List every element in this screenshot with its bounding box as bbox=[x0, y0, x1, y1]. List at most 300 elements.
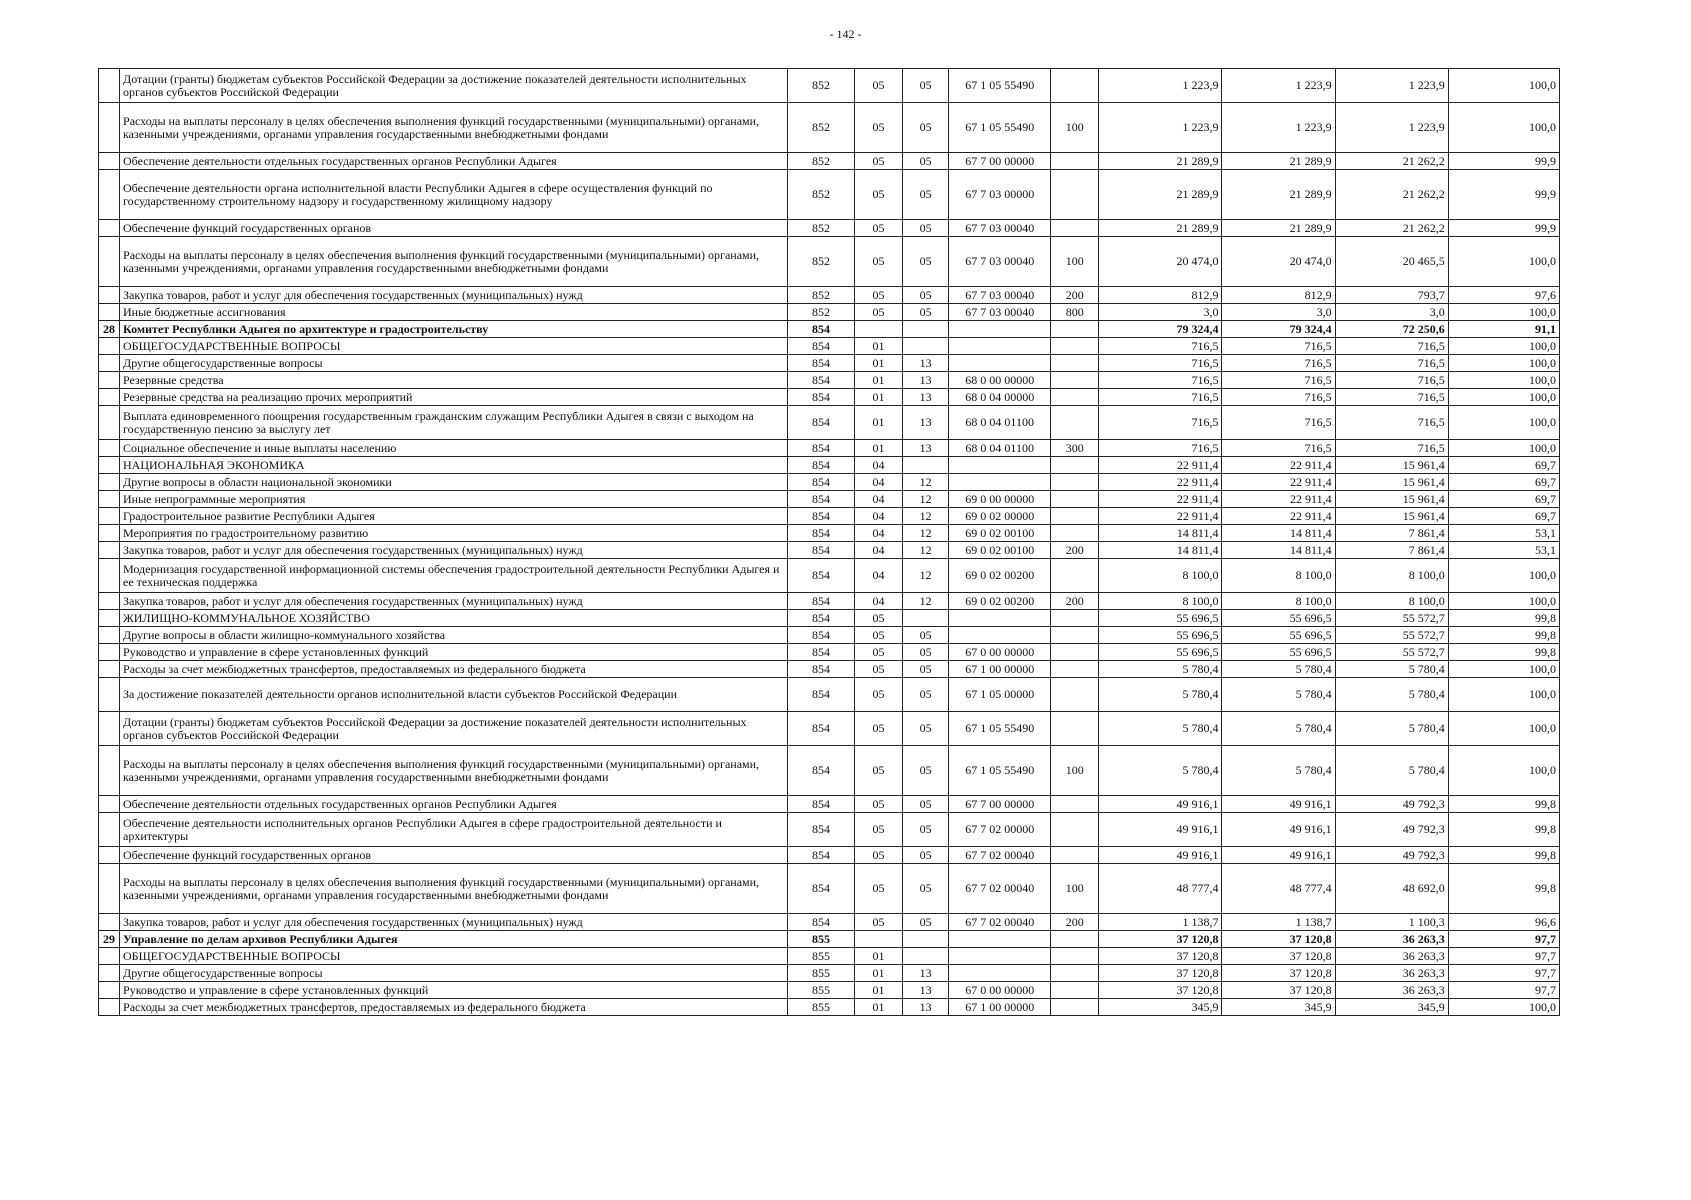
row-expense-type: 800 bbox=[1051, 304, 1099, 321]
row-value-approved: 716,5 bbox=[1222, 389, 1335, 406]
row-value-executed: 15 961,4 bbox=[1335, 508, 1448, 525]
row-name: Закупка товаров, работ и услуг для обеспечения государственных (муниципальных) нужд bbox=[120, 542, 788, 559]
row-target-code: 69 0 02 00100 bbox=[949, 525, 1051, 542]
row-value-approved: 22 911,4 bbox=[1222, 508, 1335, 525]
row-name: Дотации (гранты) бюджетам субъектов Российской Федерации за достижение показателей деятельности исполнительных органов субъектов Российской Федерации bbox=[120, 69, 788, 103]
row-value-approved: 5 780,4 bbox=[1222, 678, 1335, 712]
row-expense-type: 100 bbox=[1051, 237, 1099, 287]
row-subsection-code: 05 bbox=[903, 627, 949, 644]
row-value-plan: 812,9 bbox=[1099, 287, 1222, 304]
row-target-code: 69 0 02 00200 bbox=[949, 593, 1051, 610]
row-expense-type bbox=[1051, 559, 1099, 593]
row-value-plan: 1 223,9 bbox=[1099, 103, 1222, 153]
table-row bbox=[99, 457, 1560, 474]
row-percent: 100,0 bbox=[1448, 304, 1559, 321]
row-section-code bbox=[855, 931, 903, 948]
row-value-plan: 48 777,4 bbox=[1099, 864, 1222, 914]
row-subsection-code: 13 bbox=[903, 999, 949, 1016]
row-percent: 99,8 bbox=[1448, 796, 1559, 813]
row-value-approved: 22 911,4 bbox=[1222, 474, 1335, 491]
row-percent: 97,6 bbox=[1448, 287, 1559, 304]
row-section-code: 05 bbox=[855, 220, 903, 237]
row-target-code: 68 0 04 01100 bbox=[949, 440, 1051, 457]
row-expense-type bbox=[1051, 508, 1099, 525]
row-value-approved: 20 474,0 bbox=[1222, 237, 1335, 287]
row-index bbox=[99, 389, 120, 406]
row-ved-code: 852 bbox=[787, 287, 854, 304]
row-value-executed: 55 572,7 bbox=[1335, 627, 1448, 644]
row-name: Комитет Республики Адыгея по архитектуре и градостроительству bbox=[120, 321, 788, 338]
row-name: Руководство и управление в сфере установленных функций bbox=[120, 644, 788, 661]
row-index bbox=[99, 644, 120, 661]
row-expense-type: 200 bbox=[1051, 914, 1099, 931]
row-expense-type bbox=[1051, 525, 1099, 542]
row-index bbox=[99, 610, 120, 627]
row-value-plan: 5 780,4 bbox=[1099, 678, 1222, 712]
row-section-code: 01 bbox=[855, 372, 903, 389]
row-value-executed: 21 262,2 bbox=[1335, 153, 1448, 170]
row-percent: 100,0 bbox=[1448, 999, 1559, 1016]
row-target-code: 67 7 03 00040 bbox=[949, 304, 1051, 321]
row-index bbox=[99, 287, 120, 304]
table-row bbox=[99, 220, 1560, 237]
row-value-executed: 716,5 bbox=[1335, 440, 1448, 457]
row-value-plan: 14 811,4 bbox=[1099, 525, 1222, 542]
row-value-plan: 8 100,0 bbox=[1099, 559, 1222, 593]
table-row bbox=[99, 678, 1560, 712]
row-section-code: 05 bbox=[855, 237, 903, 287]
row-value-approved: 22 911,4 bbox=[1222, 491, 1335, 508]
row-value-plan: 5 780,4 bbox=[1099, 746, 1222, 796]
table-row bbox=[99, 593, 1560, 610]
row-section-code: 05 bbox=[855, 864, 903, 914]
table-row bbox=[99, 525, 1560, 542]
row-name: ЖИЛИЩНО-КОММУНАЛЬНОЕ ХОЗЯЙСТВО bbox=[120, 610, 788, 627]
row-target-code: 67 7 00 00000 bbox=[949, 153, 1051, 170]
row-section-code: 04 bbox=[855, 525, 903, 542]
row-name: Закупка товаров, работ и услуг для обеспечения государственных (муниципальных) нужд bbox=[120, 593, 788, 610]
row-expense-type: 100 bbox=[1051, 746, 1099, 796]
row-value-plan: 21 289,9 bbox=[1099, 170, 1222, 220]
row-subsection-code: 12 bbox=[903, 491, 949, 508]
row-index bbox=[99, 220, 120, 237]
table-row bbox=[99, 644, 1560, 661]
row-value-executed: 36 263,3 bbox=[1335, 965, 1448, 982]
row-expense-type bbox=[1051, 372, 1099, 389]
row-ved-code: 854 bbox=[787, 678, 854, 712]
row-section-code: 04 bbox=[855, 474, 903, 491]
row-index bbox=[99, 237, 120, 287]
row-value-plan: 55 696,5 bbox=[1099, 610, 1222, 627]
row-target-code: 67 1 05 55490 bbox=[949, 69, 1051, 103]
row-percent: 91,1 bbox=[1448, 321, 1559, 338]
row-target-code: 69 0 00 00000 bbox=[949, 491, 1051, 508]
row-expense-type bbox=[1051, 69, 1099, 103]
row-subsection-code bbox=[903, 457, 949, 474]
row-target-code: 67 0 00 00000 bbox=[949, 982, 1051, 999]
row-expense-type bbox=[1051, 661, 1099, 678]
row-section-code: 01 bbox=[855, 948, 903, 965]
row-percent: 100,0 bbox=[1448, 372, 1559, 389]
table-row bbox=[99, 542, 1560, 559]
row-percent: 97,7 bbox=[1448, 931, 1559, 948]
row-percent: 99,9 bbox=[1448, 153, 1559, 170]
row-target-code: 67 0 00 00000 bbox=[949, 644, 1051, 661]
row-value-approved: 1 223,9 bbox=[1222, 69, 1335, 103]
row-value-executed: 15 961,4 bbox=[1335, 457, 1448, 474]
row-subsection-code bbox=[903, 948, 949, 965]
row-value-plan: 37 120,8 bbox=[1099, 982, 1222, 999]
row-value-executed: 21 262,2 bbox=[1335, 170, 1448, 220]
row-target-code: 67 1 05 00000 bbox=[949, 678, 1051, 712]
row-percent: 100,0 bbox=[1448, 103, 1559, 153]
row-name: ОБЩЕГОСУДАРСТВЕННЫЕ ВОПРОСЫ bbox=[120, 338, 788, 355]
row-index bbox=[99, 525, 120, 542]
row-target-code: 67 7 00 00000 bbox=[949, 796, 1051, 813]
row-value-plan: 345,9 bbox=[1099, 999, 1222, 1016]
row-target-code bbox=[949, 948, 1051, 965]
table-row bbox=[99, 287, 1560, 304]
row-value-executed: 345,9 bbox=[1335, 999, 1448, 1016]
row-value-executed: 36 263,3 bbox=[1335, 982, 1448, 999]
row-index bbox=[99, 948, 120, 965]
row-target-code: 67 1 05 55490 bbox=[949, 712, 1051, 746]
row-percent: 99,9 bbox=[1448, 220, 1559, 237]
row-value-approved: 55 696,5 bbox=[1222, 627, 1335, 644]
row-value-approved: 22 911,4 bbox=[1222, 457, 1335, 474]
row-name: Другие вопросы в области национальной экономики bbox=[120, 474, 788, 491]
table-row bbox=[99, 813, 1560, 847]
row-ved-code: 854 bbox=[787, 661, 854, 678]
row-expense-type bbox=[1051, 170, 1099, 220]
table-row bbox=[99, 372, 1560, 389]
row-subsection-code: 05 bbox=[903, 220, 949, 237]
row-percent: 69,7 bbox=[1448, 508, 1559, 525]
row-ved-code: 854 bbox=[787, 389, 854, 406]
table-row bbox=[99, 170, 1560, 220]
row-target-code: 68 0 04 00000 bbox=[949, 389, 1051, 406]
table-row bbox=[99, 796, 1560, 813]
row-expense-type bbox=[1051, 474, 1099, 491]
row-target-code: 67 7 03 00000 bbox=[949, 170, 1051, 220]
row-subsection-code: 05 bbox=[903, 864, 949, 914]
table-row bbox=[99, 948, 1560, 965]
row-subsection-code: 05 bbox=[903, 170, 949, 220]
row-expense-type: 300 bbox=[1051, 440, 1099, 457]
row-value-approved: 49 916,1 bbox=[1222, 796, 1335, 813]
row-value-executed: 49 792,3 bbox=[1335, 847, 1448, 864]
row-value-approved: 1 223,9 bbox=[1222, 103, 1335, 153]
table-row bbox=[99, 746, 1560, 796]
row-index bbox=[99, 355, 120, 372]
row-subsection-code: 12 bbox=[903, 593, 949, 610]
row-value-approved: 49 916,1 bbox=[1222, 813, 1335, 847]
row-ved-code: 852 bbox=[787, 69, 854, 103]
row-index bbox=[99, 746, 120, 796]
row-index bbox=[99, 999, 120, 1016]
row-target-code bbox=[949, 338, 1051, 355]
row-expense-type bbox=[1051, 796, 1099, 813]
row-value-plan: 79 324,4 bbox=[1099, 321, 1222, 338]
row-section-code: 05 bbox=[855, 678, 903, 712]
row-value-plan: 37 120,8 bbox=[1099, 931, 1222, 948]
row-ved-code: 852 bbox=[787, 237, 854, 287]
row-value-executed: 8 100,0 bbox=[1335, 559, 1448, 593]
table-row bbox=[99, 864, 1560, 914]
row-target-code: 67 7 02 00040 bbox=[949, 847, 1051, 864]
row-percent: 100,0 bbox=[1448, 237, 1559, 287]
row-expense-type bbox=[1051, 965, 1099, 982]
row-percent: 99,8 bbox=[1448, 610, 1559, 627]
row-value-executed: 7 861,4 bbox=[1335, 525, 1448, 542]
row-index bbox=[99, 813, 120, 847]
row-percent: 99,8 bbox=[1448, 847, 1559, 864]
row-ved-code: 854 bbox=[787, 321, 854, 338]
row-percent: 96,6 bbox=[1448, 914, 1559, 931]
row-ved-code: 852 bbox=[787, 153, 854, 170]
row-ved-code: 854 bbox=[787, 847, 854, 864]
row-value-plan: 1 223,9 bbox=[1099, 69, 1222, 103]
table-row bbox=[99, 661, 1560, 678]
row-index bbox=[99, 474, 120, 491]
row-value-approved: 345,9 bbox=[1222, 999, 1335, 1016]
row-index bbox=[99, 661, 120, 678]
row-section-code: 05 bbox=[855, 644, 903, 661]
row-value-executed: 716,5 bbox=[1335, 372, 1448, 389]
table-row bbox=[99, 999, 1560, 1016]
row-name: Резервные средства bbox=[120, 372, 788, 389]
row-ved-code: 852 bbox=[787, 170, 854, 220]
row-value-plan: 14 811,4 bbox=[1099, 542, 1222, 559]
row-name: НАЦИОНАЛЬНАЯ ЭКОНОМИКА bbox=[120, 457, 788, 474]
row-percent: 53,1 bbox=[1448, 542, 1559, 559]
row-name: Иные непрограммные мероприятия bbox=[120, 491, 788, 508]
row-value-approved: 8 100,0 bbox=[1222, 593, 1335, 610]
row-section-code: 04 bbox=[855, 457, 903, 474]
table-row bbox=[99, 559, 1560, 593]
row-value-approved: 37 120,8 bbox=[1222, 982, 1335, 999]
row-target-code bbox=[949, 931, 1051, 948]
row-subsection-code: 05 bbox=[903, 847, 949, 864]
row-value-plan: 22 911,4 bbox=[1099, 491, 1222, 508]
table-row bbox=[99, 914, 1560, 931]
row-expense-type: 100 bbox=[1051, 103, 1099, 153]
row-value-executed: 15 961,4 bbox=[1335, 491, 1448, 508]
row-index bbox=[99, 678, 120, 712]
row-expense-type bbox=[1051, 406, 1099, 440]
row-expense-type bbox=[1051, 457, 1099, 474]
row-target-code: 67 7 03 00040 bbox=[949, 237, 1051, 287]
row-value-approved: 21 289,9 bbox=[1222, 153, 1335, 170]
row-percent: 100,0 bbox=[1448, 355, 1559, 372]
row-name: Градостроительное развитие Республики Адыгея bbox=[120, 508, 788, 525]
row-value-executed: 3,0 bbox=[1335, 304, 1448, 321]
row-section-code: 05 bbox=[855, 847, 903, 864]
row-subsection-code: 13 bbox=[903, 389, 949, 406]
row-subsection-code: 05 bbox=[903, 153, 949, 170]
row-subsection-code: 05 bbox=[903, 796, 949, 813]
row-value-approved: 716,5 bbox=[1222, 338, 1335, 355]
row-section-code: 01 bbox=[855, 965, 903, 982]
row-value-approved: 55 696,5 bbox=[1222, 644, 1335, 661]
row-expense-type bbox=[1051, 999, 1099, 1016]
row-expense-type bbox=[1051, 982, 1099, 999]
row-value-plan: 716,5 bbox=[1099, 372, 1222, 389]
row-name: Обеспечение функций государственных органов bbox=[120, 847, 788, 864]
row-percent: 97,7 bbox=[1448, 948, 1559, 965]
row-ved-code: 855 bbox=[787, 931, 854, 948]
row-section-code: 05 bbox=[855, 153, 903, 170]
row-ved-code: 854 bbox=[787, 440, 854, 457]
row-name: Другие общегосударственные вопросы bbox=[120, 355, 788, 372]
row-subsection-code: 05 bbox=[903, 103, 949, 153]
row-subsection-code bbox=[903, 338, 949, 355]
row-ved-code: 854 bbox=[787, 338, 854, 355]
table-row bbox=[99, 474, 1560, 491]
row-target-code: 67 7 02 00000 bbox=[949, 813, 1051, 847]
row-section-code: 05 bbox=[855, 69, 903, 103]
row-value-executed: 716,5 bbox=[1335, 355, 1448, 372]
row-value-plan: 716,5 bbox=[1099, 355, 1222, 372]
row-value-approved: 37 120,8 bbox=[1222, 965, 1335, 982]
row-expense-type bbox=[1051, 948, 1099, 965]
row-name: Обеспечение деятельности отдельных государственных органов Республики Адыгея bbox=[120, 153, 788, 170]
row-target-code bbox=[949, 965, 1051, 982]
row-ved-code: 854 bbox=[787, 644, 854, 661]
row-expense-type bbox=[1051, 355, 1099, 372]
row-value-plan: 55 696,5 bbox=[1099, 644, 1222, 661]
row-percent: 99,8 bbox=[1448, 813, 1559, 847]
row-value-approved: 5 780,4 bbox=[1222, 661, 1335, 678]
row-percent: 69,7 bbox=[1448, 457, 1559, 474]
row-section-code: 01 bbox=[855, 338, 903, 355]
row-subsection-code: 05 bbox=[903, 661, 949, 678]
row-name: Обеспечение функций государственных органов bbox=[120, 220, 788, 237]
row-percent: 69,7 bbox=[1448, 491, 1559, 508]
row-percent: 100,0 bbox=[1448, 678, 1559, 712]
table-row bbox=[99, 304, 1560, 321]
row-value-executed: 5 780,4 bbox=[1335, 678, 1448, 712]
row-name: Выплата единовременного поощрения государственным гражданским служащим Республики Адыгея в связи с выходом на государственную пенсию за выслугу лет bbox=[120, 406, 788, 440]
row-ved-code: 854 bbox=[787, 712, 854, 746]
row-section-code: 05 bbox=[855, 813, 903, 847]
row-expense-type bbox=[1051, 389, 1099, 406]
row-value-approved: 3,0 bbox=[1222, 304, 1335, 321]
row-name: Расходы на выплаты персоналу в целях обеспечения выполнения функций государственными (муниципальными) органами, казенными учреждениями, органами управления государственными внебюджетными фондами bbox=[120, 237, 788, 287]
row-index bbox=[99, 170, 120, 220]
row-value-approved: 1 138,7 bbox=[1222, 914, 1335, 931]
row-percent: 100,0 bbox=[1448, 559, 1559, 593]
table-row bbox=[99, 338, 1560, 355]
row-value-executed: 72 250,6 bbox=[1335, 321, 1448, 338]
row-section-code: 01 bbox=[855, 406, 903, 440]
row-value-approved: 812,9 bbox=[1222, 287, 1335, 304]
row-target-code: 67 7 02 00040 bbox=[949, 864, 1051, 914]
row-subsection-code: 12 bbox=[903, 508, 949, 525]
row-ved-code: 854 bbox=[787, 406, 854, 440]
row-value-plan: 5 780,4 bbox=[1099, 712, 1222, 746]
row-value-approved: 48 777,4 bbox=[1222, 864, 1335, 914]
row-ved-code: 855 bbox=[787, 982, 854, 999]
row-subsection-code: 12 bbox=[903, 525, 949, 542]
row-value-approved: 716,5 bbox=[1222, 406, 1335, 440]
row-index bbox=[99, 982, 120, 999]
row-section-code: 05 bbox=[855, 914, 903, 931]
row-value-plan: 55 696,5 bbox=[1099, 627, 1222, 644]
row-value-plan: 716,5 bbox=[1099, 406, 1222, 440]
row-target-code: 67 1 00 00000 bbox=[949, 999, 1051, 1016]
row-name: Руководство и управление в сфере установленных функций bbox=[120, 982, 788, 999]
row-index bbox=[99, 491, 120, 508]
row-expense-type bbox=[1051, 712, 1099, 746]
row-name: Расходы на выплаты персоналу в целях обеспечения выполнения функций государственными (муниципальными) органами, казенными учреждениями, органами управления государственными внебюджетными фондами bbox=[120, 864, 788, 914]
row-value-plan: 1 138,7 bbox=[1099, 914, 1222, 931]
row-section-code: 01 bbox=[855, 389, 903, 406]
row-subsection-code: 05 bbox=[903, 644, 949, 661]
row-name: Обеспечение деятельности исполнительных органов Республики Адыгея в сфере градостроительной деятельности и архитектуры bbox=[120, 813, 788, 847]
row-index bbox=[99, 508, 120, 525]
table-row bbox=[99, 847, 1560, 864]
row-value-executed: 716,5 bbox=[1335, 389, 1448, 406]
row-value-plan: 8 100,0 bbox=[1099, 593, 1222, 610]
row-name: Дотации (гранты) бюджетам субъектов Российской Федерации за достижение показателей деятельности исполнительных органов субъектов Российской Федерации bbox=[120, 712, 788, 746]
row-subsection-code: 13 bbox=[903, 406, 949, 440]
row-value-approved: 55 696,5 bbox=[1222, 610, 1335, 627]
row-value-approved: 14 811,4 bbox=[1222, 542, 1335, 559]
row-section-code: 05 bbox=[855, 746, 903, 796]
row-name: ОБЩЕГОСУДАРСТВЕННЫЕ ВОПРОСЫ bbox=[120, 948, 788, 965]
row-subsection-code: 13 bbox=[903, 982, 949, 999]
row-target-code bbox=[949, 627, 1051, 644]
table-row bbox=[99, 610, 1560, 627]
row-ved-code: 854 bbox=[787, 746, 854, 796]
row-index: 29 bbox=[99, 931, 120, 948]
row-subsection-code: 13 bbox=[903, 372, 949, 389]
row-value-executed: 55 572,7 bbox=[1335, 610, 1448, 627]
row-value-plan: 49 916,1 bbox=[1099, 847, 1222, 864]
row-percent: 100,0 bbox=[1448, 389, 1559, 406]
row-index bbox=[99, 440, 120, 457]
row-subsection-code bbox=[903, 321, 949, 338]
row-value-executed: 49 792,3 bbox=[1335, 796, 1448, 813]
row-name: Обеспечение деятельности отдельных государственных органов Республики Адыгея bbox=[120, 796, 788, 813]
row-section-code: 05 bbox=[855, 170, 903, 220]
row-target-code: 67 7 02 00040 bbox=[949, 914, 1051, 931]
table-row bbox=[99, 627, 1560, 644]
row-expense-type bbox=[1051, 153, 1099, 170]
table-row bbox=[99, 153, 1560, 170]
row-target-code: 67 7 03 00040 bbox=[949, 287, 1051, 304]
row-name: Закупка товаров, работ и услуг для обеспечения государственных (муниципальных) нужд bbox=[120, 914, 788, 931]
row-subsection-code: 13 bbox=[903, 965, 949, 982]
row-percent: 99,8 bbox=[1448, 644, 1559, 661]
row-section-code: 01 bbox=[855, 440, 903, 457]
row-ved-code: 854 bbox=[787, 813, 854, 847]
row-target-code bbox=[949, 321, 1051, 338]
row-index bbox=[99, 847, 120, 864]
row-value-plan: 21 289,9 bbox=[1099, 153, 1222, 170]
row-value-approved: 21 289,9 bbox=[1222, 170, 1335, 220]
row-name: Резервные средства на реализацию прочих мероприятий bbox=[120, 389, 788, 406]
page-number: - 142 - bbox=[829, 27, 862, 41]
row-index bbox=[99, 69, 120, 103]
table-row bbox=[99, 406, 1560, 440]
row-ved-code: 854 bbox=[787, 474, 854, 491]
table-row bbox=[99, 712, 1560, 746]
row-value-plan: 37 120,8 bbox=[1099, 948, 1222, 965]
row-section-code: 05 bbox=[855, 796, 903, 813]
row-section-code: 05 bbox=[855, 287, 903, 304]
